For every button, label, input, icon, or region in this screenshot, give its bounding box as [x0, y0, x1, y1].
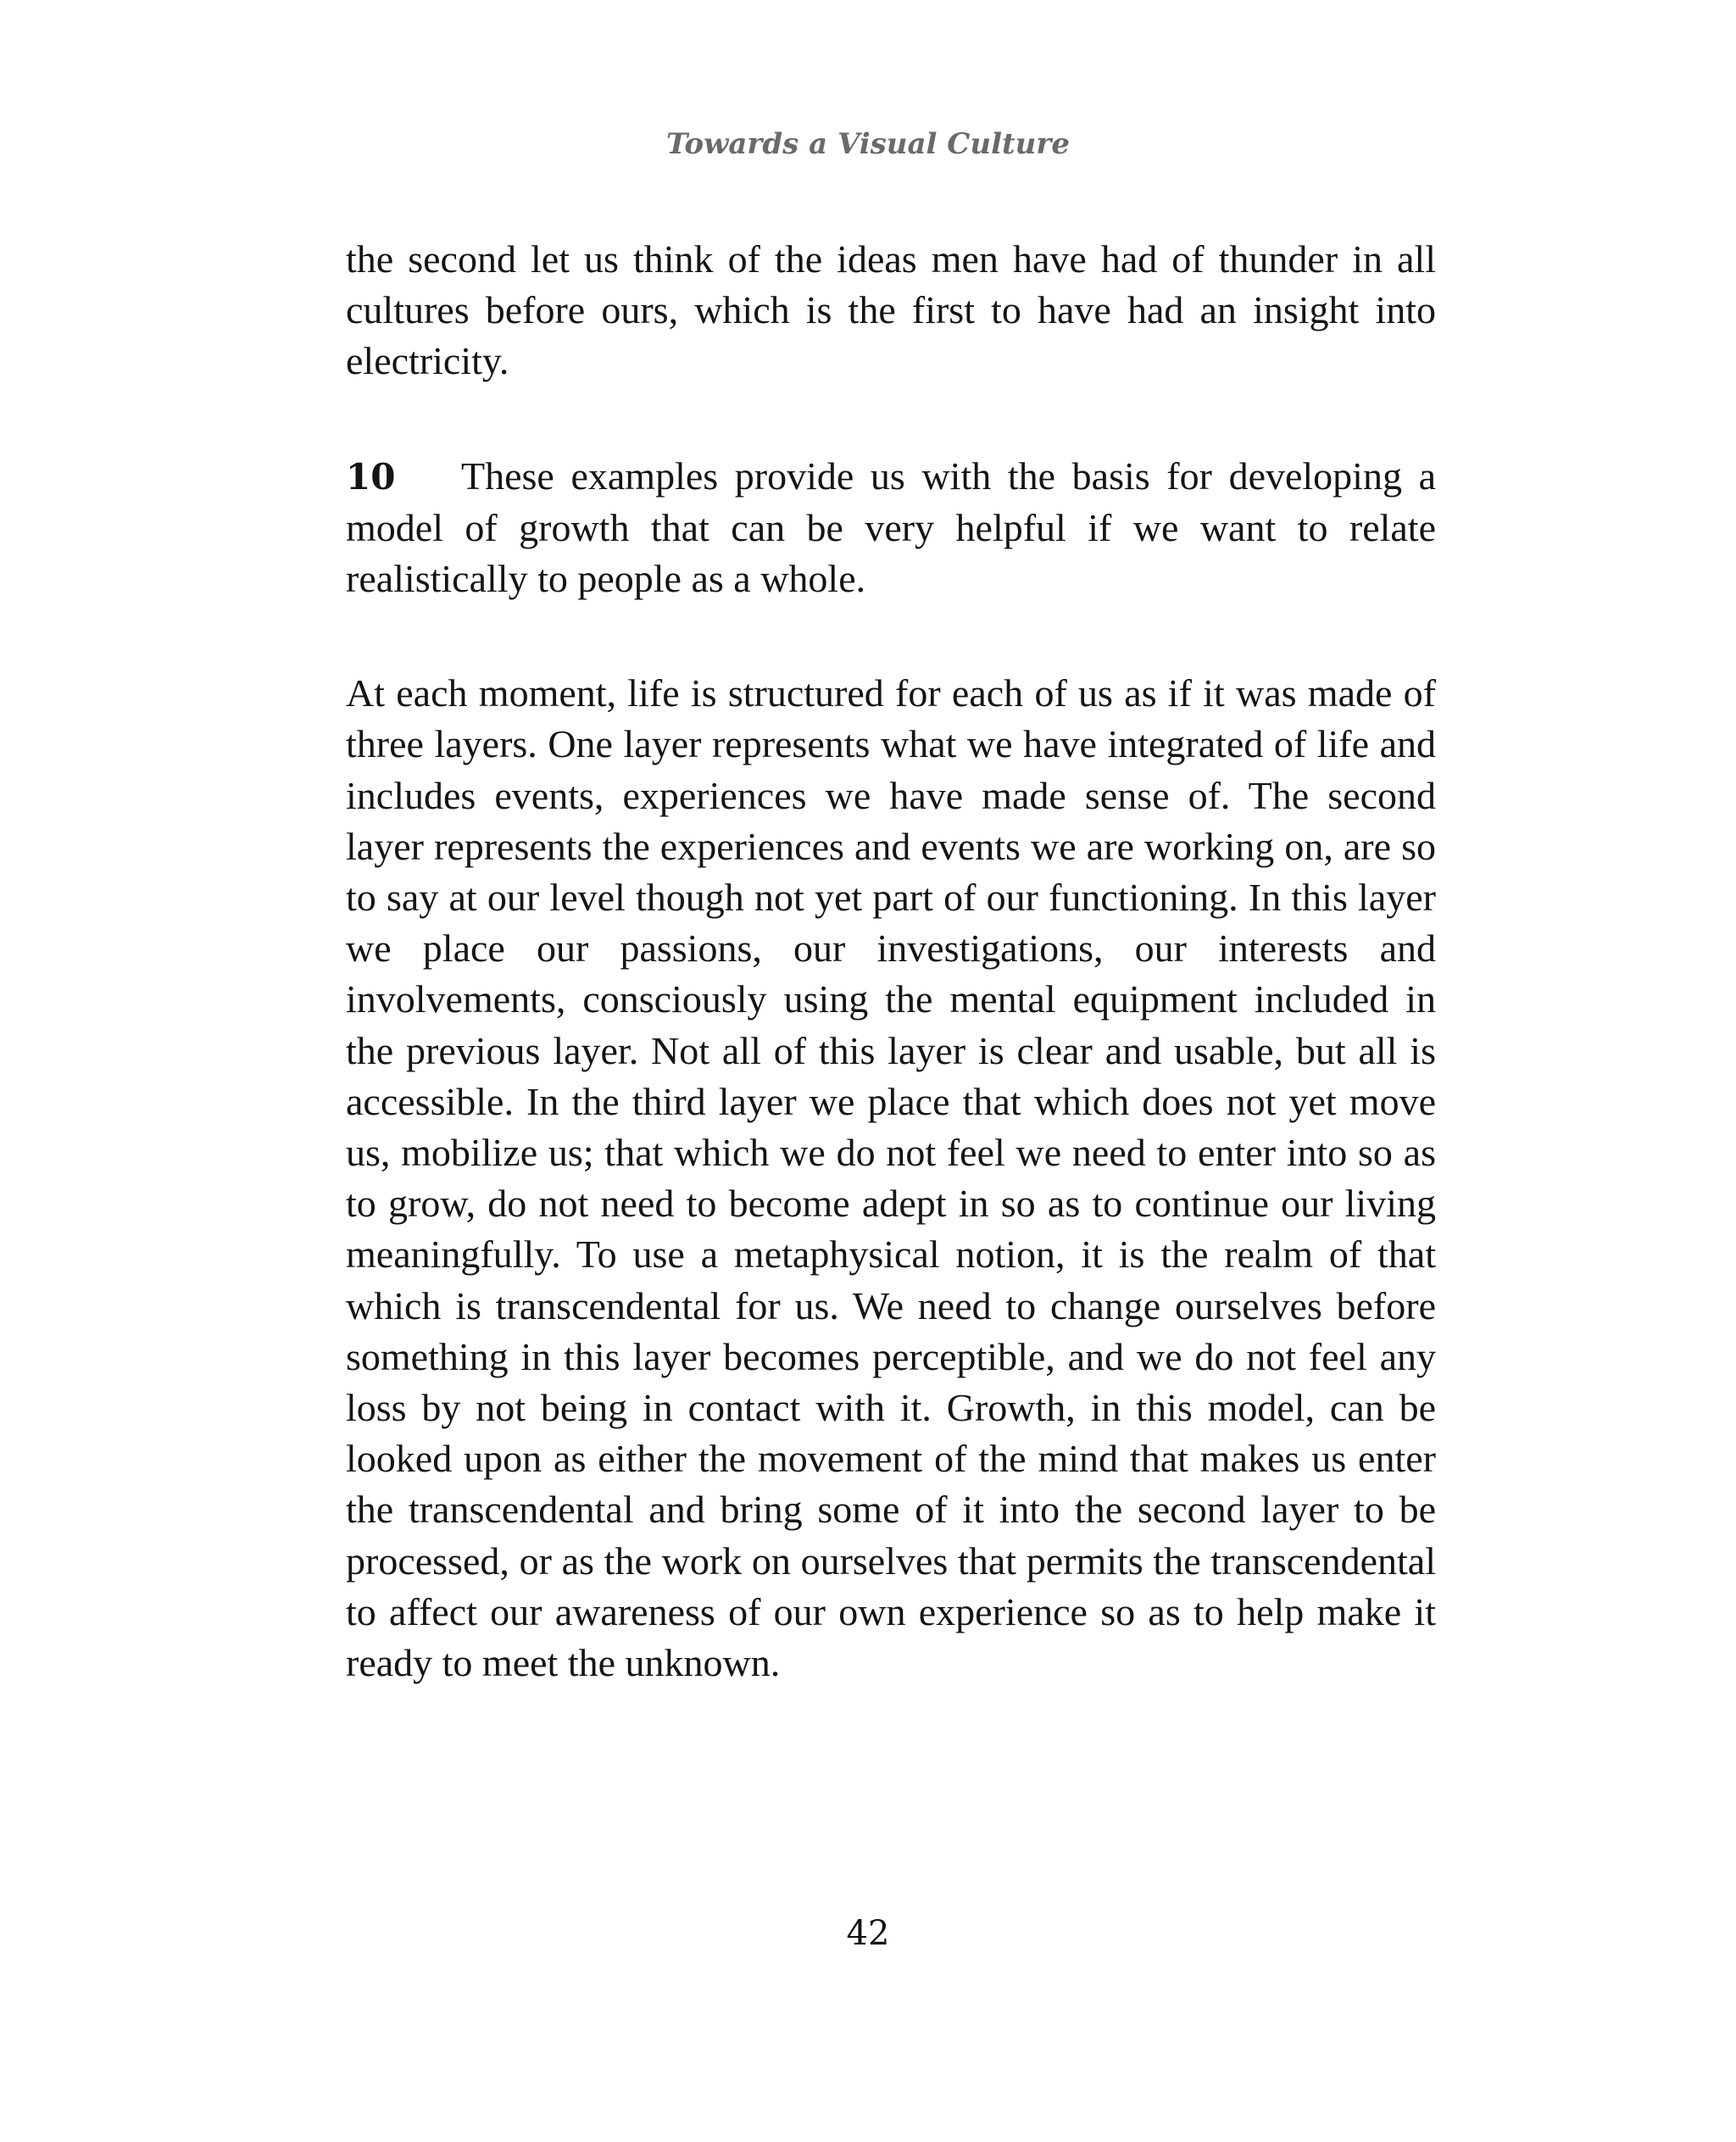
paragraph-layers: At each moment, life is structured for each of us as if it was made of three layers. One layer represents what we have integrated of life and includes events, experiences we have made sense of. The second layer represents the experiences and events we are working on, are so to say at our level though not yet part of our functioning. In this layer we place our passions, our investigations, our interests and involvements, consciously using the mental equipment included in the previous layer. Not all of this layer is clear and usable, but all is accessible. In the third layer we place that which does not yet move us, mobilize us; that which we do not feel we need to enter into so as to grow, do not need to become adept in so as to continue our living meaningfully. To use a metaphysical notion, it is the realm of that which is transcendental for us. We need to change ourselves before something in this layer becomes perceptible, and we do not feel any loss by not being in contact with it. Growth, in this model, can be looked upon as either the movement of the mind that makes us enter the transcendental and bring some of it into the second layer to be processed, or as the work on ourselves that permits the transcendental to affect our awareness of our own experience so as to help make it ready to meet the unknown.: [346, 671, 1436, 1685]
running-header: Towards a Visual Culture: [666, 127, 1070, 161]
paragraph-number: 10: [346, 455, 396, 498]
paragraph-continuation: the second let us think of the ideas men have had of thunder in all cultures before ours, which is the first to have had an insight into electricity.: [346, 237, 1436, 383]
paragraph-text: These examples provide us with the basis for developing a model of growth that can be very helpful if we want to relate realistically to people as a whole.: [346, 453, 1436, 601]
body-text: [346, 234, 1436, 1689]
paragraph-numbered: [346, 451, 1436, 605]
page-number: 42: [846, 1914, 890, 1953]
